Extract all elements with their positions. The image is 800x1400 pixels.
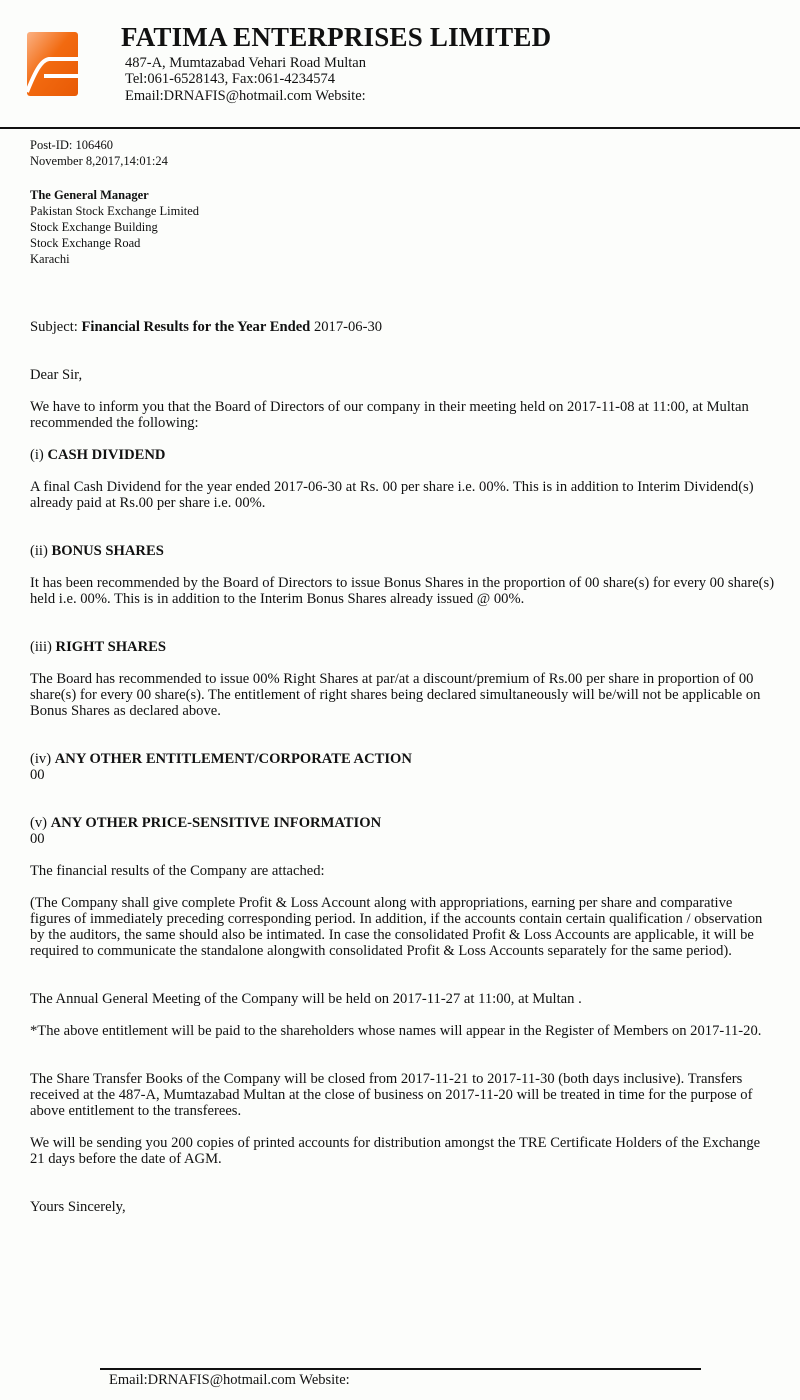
section-heading: ANY OTHER PRICE-SENSITIVE INFORMATION [50,815,382,831]
post-id: Post-ID: 106460 [30,138,113,152]
company-logo [27,32,78,96]
footer-email-website: Email:DRNAFIS@hotmail.com Website: [109,1372,350,1388]
section-number: (i) [30,447,44,463]
section-number: (iii) [30,639,52,655]
company-contact: Tel:061-6528143, Fax:061-4234574 [125,71,336,87]
copies-text: We will be sending you 200 copies of printed accounts for distribution amongst the TRE Certificate Holders of the Exchange 21 days before the date of AGM. [30,1135,761,1167]
company-name: FATIMA ENTERPRISES LIMITED [121,22,552,52]
subject-text: Financial Results for the Year Ended [81,319,311,335]
section-number: (v) [30,815,48,831]
recipient-line: Pakistan Stock Exchange Limited [30,204,200,218]
section-heading: ANY OTHER ENTITLEMENT/CORPORATE ACTION [54,751,412,767]
subject-line [30,319,775,335]
section-heading-other-entitlement [30,751,775,767]
footer-divider [100,1368,701,1370]
salutation: Dear Sir, [30,367,83,383]
section-heading: RIGHT SHARES [55,639,166,655]
financial-results-text: The financial results of the Company are attached: [30,863,325,879]
section-heading: CASH DIVIDEND [47,447,166,463]
recipient-line: Stock Exchange Building [30,220,158,234]
bonus-shares-text: It has been recommended by the Board of Directors to issue Bonus Shares in the proportion of 00 share(s) for every 00 share(s) held i.e. 00%. This is in addition to the Interim Bonus Shares already issued @ 00%. [30,575,775,607]
section-heading: BONUS SHARES [51,543,164,559]
subject-date: 2017-06-30 [313,319,383,335]
books-closure-text: The Share Transfer Books of the Company will be closed from 2017-11-21 to 2017-11-30 (both days inclusive). Transfers received at the 487-A, Mumtazabad Multan at the close of business on 2017-11-20 will be treated in time for the purpose of above entitlement to the transferees. [30,1071,753,1119]
recipient-line: Stock Exchange Road [30,236,141,250]
header-divider [0,127,800,129]
recipient-line: Karachi [30,252,70,266]
accounts-note: (The Company shall give complete Profit & Loss Account along with appropriations, earning per share and comparative figures of immediately preceding corresponding period. In addition, if the accounts contain certain qualification / observation by the auditors, the same should also be intimated. In case the consolidated Profit & Loss Accounts are applicable, it will be required to communicate the standalone alongwith consolidated Profit & Loss Accounts separately for the same period). [30,895,763,959]
subject-label: Subject: [30,319,78,335]
section-heading-price-sensitive [30,815,775,831]
section-heading-cash-dividend [30,447,775,463]
closing: Yours Sincerely, [30,1199,126,1215]
post-datetime: November 8,2017,14:01:24 [30,154,168,168]
other-entitlement-text: 00 [30,767,45,783]
price-sensitive-text: 00 [30,831,45,847]
intro-paragraph: We have to inform you that the Board of Directors of our company in their meeting held on 2017-11-08 at 11:00, at Multan recommended the following: [30,399,749,431]
company-address: 487-A, Mumtazabad Vehari Road Multan [125,55,366,71]
company-email-website: Email:DRNAFIS@hotmail.com Website: [125,88,366,104]
section-heading-right-shares [30,639,775,655]
recipient-title: The General Manager [30,188,149,202]
entitlement-text: *The above entitlement will be paid to the shareholders whose names will appear in the Register of Members on 2017-11-20. [30,1023,762,1039]
agm-text: The Annual General Meeting of the Company will be held on 2017-11-27 at 11:00, at Multan . [30,991,582,1007]
right-shares-text: The Board has recommended to issue 00% Right Shares at par/at a discount/premium of Rs.00 per share in proportion of 00 share(s) for every 00 share(s). The entitlement of right shares being declared simultaneously will be/will not be applicable on Bonus Shares as declared above. [30,671,761,719]
section-number: (ii) [30,543,48,559]
section-heading-bonus-shares [30,543,775,559]
section-number: (iv) [30,751,52,767]
cash-dividend-text: A final Cash Dividend for the year ended 2017-06-30 at Rs. 00 per share i.e. 00%. This is in addition to Interim Dividend(s) already paid at Rs.00 per share i.e. 00%. [30,479,754,511]
